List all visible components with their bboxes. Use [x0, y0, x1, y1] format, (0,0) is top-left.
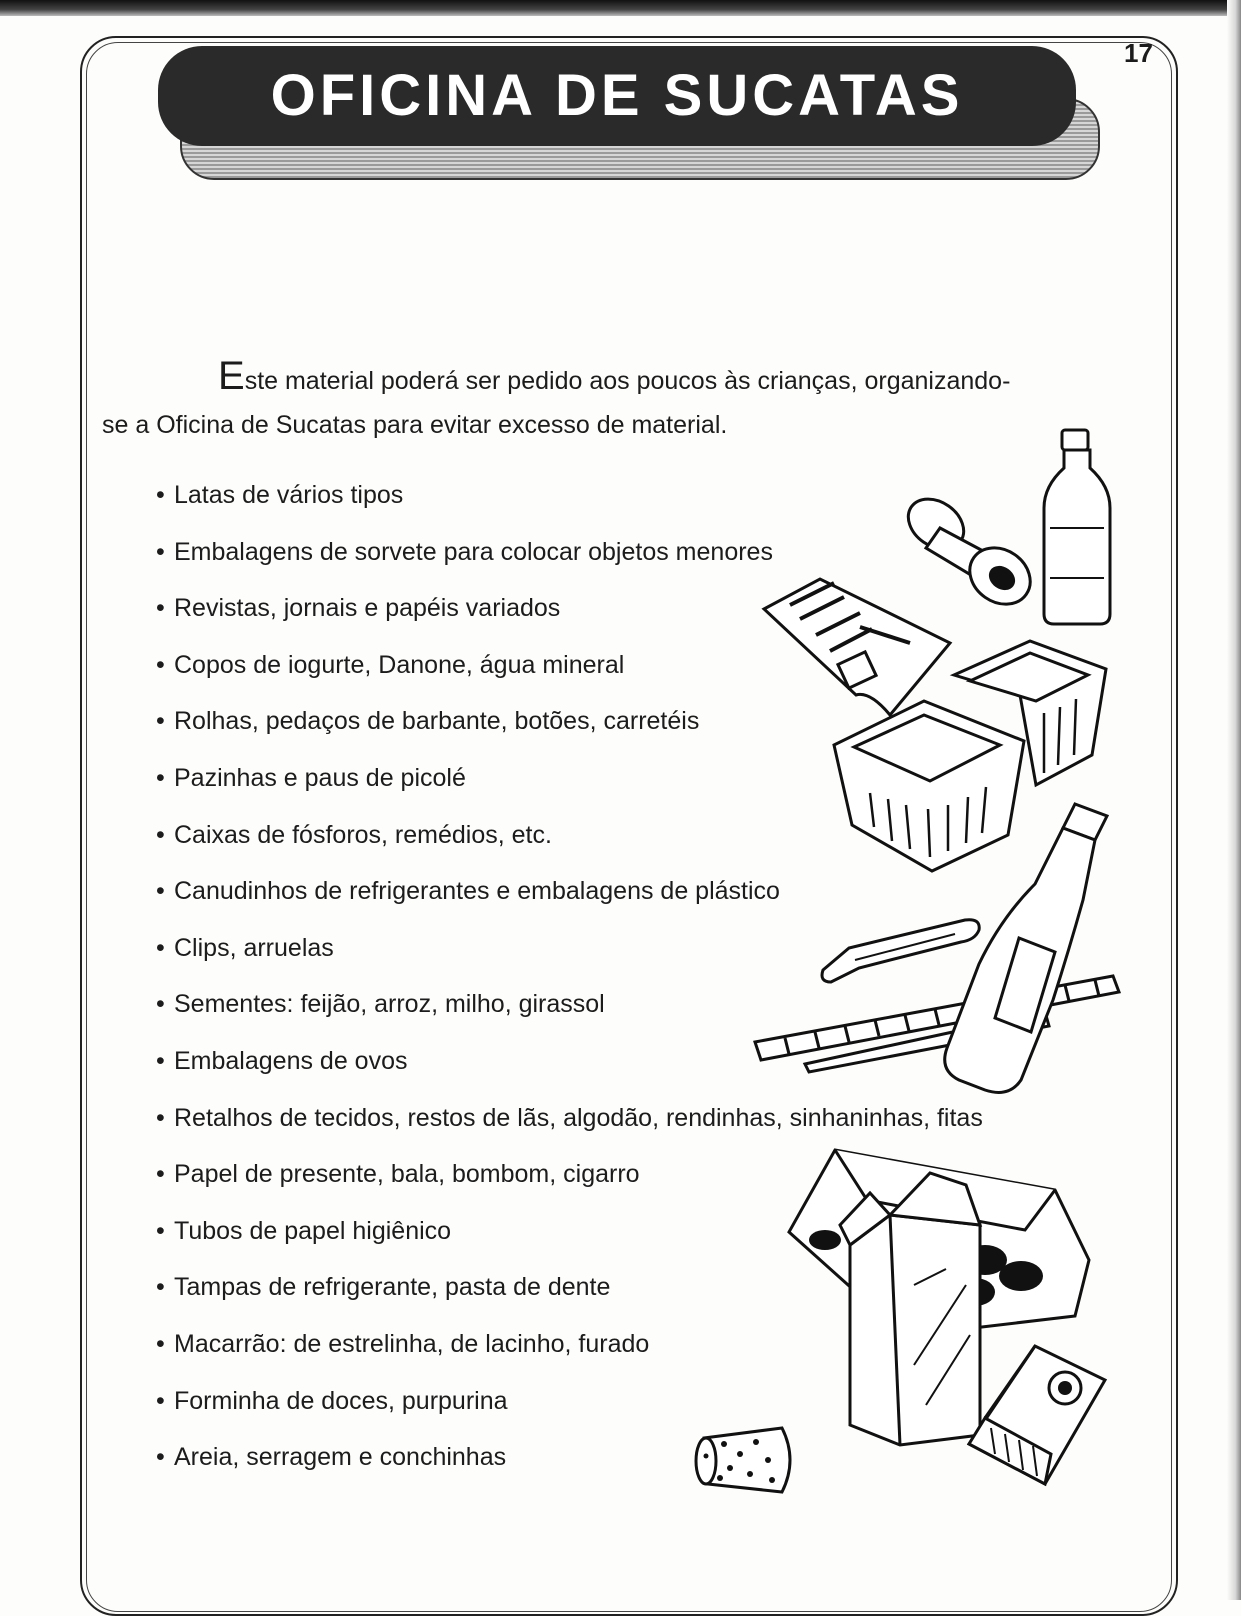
list-item: • Clips, arruelas	[156, 933, 983, 990]
list-item: • Copos de iogurte, Danone, água mineral	[156, 650, 983, 707]
list-item: • Latas de vários tipos	[156, 480, 983, 537]
intro-line-1-rest: ste material poderá ser pedido aos poucos às crianças, organizando-	[244, 367, 1011, 395]
bottle-illustration	[1040, 428, 1115, 628]
list-item: • Papel de presente, bala, bombom, cigarro	[156, 1159, 983, 1216]
intro-paragraph	[102, 354, 1162, 447]
list-item: • Tampas de refrigerante, pasta de dente	[156, 1272, 983, 1329]
list-item: • Forminha de doces, purpurina	[156, 1386, 983, 1443]
list-item: • Revistas, jornais e papéis variados	[156, 593, 983, 650]
list-item: • Caixas de fósforos, remédios, etc.	[156, 820, 983, 877]
list-item: • Tubos de papel higiênico	[156, 1216, 983, 1273]
list-item: • Pazinhas e paus de picolé	[156, 763, 983, 820]
matchbox-illustration	[965, 1340, 1115, 1490]
cork-illustration	[690, 1420, 800, 1500]
page-number: 17	[1124, 38, 1153, 68]
glass-bottle-illustration	[935, 800, 1115, 1100]
list-item: • Retalhos de tecidos, restos de lãs, algodão, rendinhas, sinhaninhas, fitas	[156, 1103, 983, 1160]
list-item: • Embalagens de ovos	[156, 1046, 983, 1103]
list-item: • Embalagens de sorvete para colocar objetos menores	[156, 537, 983, 594]
list-item: • Rolhas, pedaços de barbante, botões, carretéis	[156, 706, 983, 763]
page-title: OFICINA DE SUCATAS	[158, 46, 1076, 146]
list-item: • Macarrão: de estrelinha, de lacinho, furado	[156, 1329, 983, 1386]
list-item: • Sementes: feijão, arroz, milho, girassol	[156, 989, 983, 1046]
scan-edge-right	[1227, 0, 1241, 1600]
list-item: • Canudinhos de refrigerantes e embalagens de plástico	[156, 876, 983, 933]
list-item: • Areia, serragem e conchinhas	[156, 1442, 983, 1499]
intro-first-letter: E	[218, 354, 245, 398]
scan-edge-top	[0, 0, 1241, 16]
intro-line-1	[102, 354, 1162, 403]
intro-line-2: se a Oficina de Sucatas para evitar excesso de material.	[102, 411, 728, 439]
